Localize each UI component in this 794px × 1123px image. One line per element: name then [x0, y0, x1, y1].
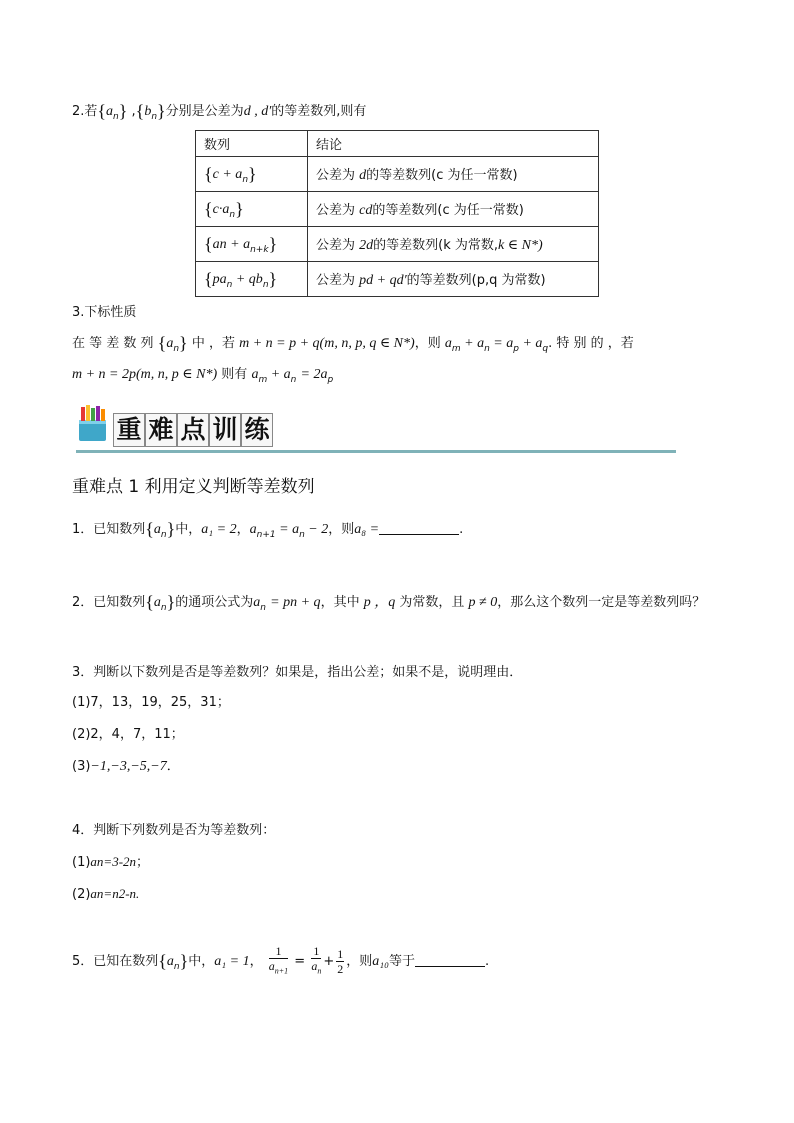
special-condition: m + n = 2p(m, n, p ∈ N*) [72, 367, 218, 382]
item-label: (2) [72, 887, 91, 902]
cell-sequence: $\{an + a_{n+k}\}$ [196, 227, 308, 262]
pre-text: 公差为 [316, 168, 356, 183]
q2-text2: 为常数，且 [399, 595, 465, 610]
item-end: ． [166, 759, 180, 774]
question-2: 2．已知数列$\{a_n\}$的通项公式为$a_n$ = pn + q，其中 p ，q 为常数，且 p ≠ 0，那么这个数列一定是等差数列吗？ [72, 592, 706, 613]
extra-math: k ∈ N*) [498, 238, 543, 253]
question-4-stem: 4．判断下列数列是否为等差数列： [72, 823, 276, 838]
seq-expr: c·a [212, 201, 230, 217]
fraction-lhs: $\frac{1}{a_{n+1}}$ [268, 944, 289, 976]
pre-text: 公差为 [316, 238, 356, 253]
seq-a: a [166, 336, 174, 351]
frac-num: 1 [269, 945, 288, 959]
special-text: . 特 别 的 ，若 [548, 336, 634, 351]
seq-sub: n [226, 279, 233, 290]
sub-n: n [173, 962, 180, 973]
banner-char: 重 [113, 413, 145, 447]
cell-conclusion [308, 157, 599, 192]
q5-tail: 等于 [389, 954, 416, 970]
cell-sequence: $\{c\cdot a_n\}$ [196, 192, 308, 227]
frac-num: 1 [313, 944, 320, 958]
item-math: an=3-2n [90, 854, 137, 869]
q1-num: 1．已知数列 [72, 522, 146, 537]
banner-char: 难 [145, 413, 177, 447]
seq-sub: n [229, 209, 236, 220]
sub-n: n [173, 344, 180, 354]
q2-formula: = pn + q [270, 595, 321, 610]
q5-num: 5．已知在数列 [72, 954, 159, 970]
banner-char: 点 [177, 413, 209, 447]
item-label: (1) [72, 855, 91, 870]
item-math: −1,−3,−5,−7 [90, 759, 167, 774]
q5-then: ，则 [346, 954, 373, 970]
answer-blank[interactable] [379, 521, 459, 535]
diff-math: 2d [359, 238, 374, 253]
seq-a: a [153, 595, 161, 610]
then-text: ，则 [414, 336, 441, 351]
cell-sequence: $\{c + a_n\}$ [196, 157, 308, 192]
banner-char: 训 [209, 413, 241, 447]
table-row [196, 227, 599, 262]
cell-conclusion [308, 262, 599, 297]
question-4-item [72, 853, 149, 872]
q5-initial: a₁ = 1 [214, 954, 250, 970]
pre-text: 公差为 [316, 273, 356, 288]
sub-n: n [113, 112, 119, 122]
table-header-row [196, 131, 599, 157]
item3-title: 3.下标性质 [72, 305, 137, 320]
question-4-item [72, 885, 139, 904]
question-1: 1．已知数列$\{a_n\}$中，a₁ = 2，$a_{n+1} = a_n - 2$，则a₈ = . [72, 519, 464, 540]
subscript-condition: m + n = p + q(m, n, p, q ∈ N*) [239, 336, 415, 351]
seq-a: a [106, 104, 114, 119]
res-a: a [444, 336, 452, 351]
q2-mid: 的通项公式为 [175, 595, 254, 610]
answer-blank[interactable] [415, 953, 485, 967]
q5-mid: 中， [188, 954, 215, 970]
property-table [195, 130, 599, 297]
fraction-rhs-2 [336, 948, 344, 976]
diff-math: pd + qd′ [359, 273, 407, 288]
table-row [196, 192, 599, 227]
diff-math: d [359, 168, 367, 183]
banner-char: 练 [241, 413, 273, 447]
line1-a: 在 等 差 数 列 [72, 336, 154, 351]
banner-divider [76, 450, 676, 453]
item-math: an=n2-n. [90, 886, 140, 901]
question-3-item [72, 758, 180, 776]
seq-expr: an + a [212, 236, 251, 252]
q2-pq: p ，q [363, 595, 396, 610]
question-3-item: (1)7，13，19，25，31； [72, 695, 230, 710]
question-3-stem: 3．判断以下数列是否是等差数列？如果是，指出公差；如果不是，说明理由． [72, 665, 523, 680]
seq-expr-2: + qb [232, 271, 263, 287]
sub-n: n [160, 530, 167, 540]
sub-n: n [151, 112, 158, 122]
table-row [196, 262, 599, 297]
cell-conclusion [308, 192, 599, 227]
q1-rec: a [249, 522, 257, 537]
post-text: 的等差数列(k 为常数, [373, 238, 499, 253]
cell-sequence: $\{pa_n + qb_n\}$ [196, 262, 308, 297]
diff-math: cd [359, 203, 373, 218]
frac-num: 1 [337, 946, 344, 961]
seq-a: a [153, 522, 161, 537]
header-conclusion: 结论 [308, 131, 599, 157]
line1-b: 中 ，若 [191, 336, 235, 351]
cell-conclusion [308, 227, 599, 262]
section-title: 重难点 1 利用定义判断等差数列 [72, 477, 315, 497]
q2-cond: p ≠ 0 [468, 595, 498, 610]
item2-tail: 的等差数列,则有 [271, 104, 367, 119]
seq-b: b [144, 104, 152, 119]
item-label: (3) [72, 759, 91, 774]
res-a: a [251, 367, 259, 382]
pencil-cup-icon [76, 403, 110, 443]
then-text: 则有 [221, 367, 248, 382]
item3-line2: m + n = 2p(m, n, p ∈ N*) 则有 $a_m + a_n = 2a_p$ [72, 367, 334, 385]
seq-sub: n+k [250, 244, 269, 255]
post-text: 的等差数列(p,q 为常数) [406, 273, 546, 288]
q2-text3: ，那么这个数列一定是等差数列吗？ [497, 595, 706, 610]
q1-mid: 中， [175, 522, 202, 537]
q1-then: ，则 [328, 522, 355, 537]
q1-target: a₈ = [354, 522, 380, 537]
d-values: d , d′ [243, 104, 272, 119]
q2-text1: ，其中 [320, 595, 360, 610]
q1-end: . [459, 522, 464, 537]
seq-sub: n [242, 174, 249, 185]
question-3-item: (2)2，4，7，11； [72, 727, 184, 742]
pre-text: 公差为 [316, 203, 356, 218]
post-text: 的等差数列(c 为任一常数) [366, 168, 518, 183]
q5-target: a₁₀ [372, 954, 389, 970]
item3-line1: 在 等 差 数 列 $\{a_n\}$ 中 ，若 m + n = p + q(m, n, p, q ∈ N*)，则 $a_m + a_n = a_p + a_q$. 特 别 的 ，若 [72, 333, 634, 354]
seq-a: a [166, 954, 174, 970]
post-text: 的等差数列(c 为任一常数) [372, 203, 524, 218]
q2-num: 2．已知数列 [72, 595, 146, 610]
frac-den: 2 [337, 961, 344, 976]
seq-sub-2: n [262, 279, 269, 290]
table-row [196, 157, 599, 192]
special-result: = 2a [300, 367, 328, 382]
seq-expr: c + a [212, 166, 243, 182]
item2-line: 2.若$\{a_n\}$ $,\{b_n\}$分别是公差为d , d′的等差数列,则有 [72, 101, 367, 122]
item2-lead: 2.若 [72, 104, 98, 119]
item-end: ； [136, 855, 150, 870]
seq-expr: pa [212, 271, 227, 287]
q1-initial: a₁ = 2 [201, 522, 237, 537]
item2-mid: 分别是公差为 [165, 104, 244, 119]
q5-end: . [485, 954, 490, 970]
header-sequence: 数列 [196, 131, 308, 157]
sub-n: n [160, 603, 167, 613]
question-5: 5．已知在数列$\{a_n\}$中，a₁ = 1， $\frac{1}{a_{n+1}}$ = $\frac{1}{a_n}$ + $\frac{1}{2}$ ，则a₁₀等于 . [72, 945, 489, 982]
fraction-rhs-1: $\frac{1}{a_n}$ [311, 944, 322, 976]
